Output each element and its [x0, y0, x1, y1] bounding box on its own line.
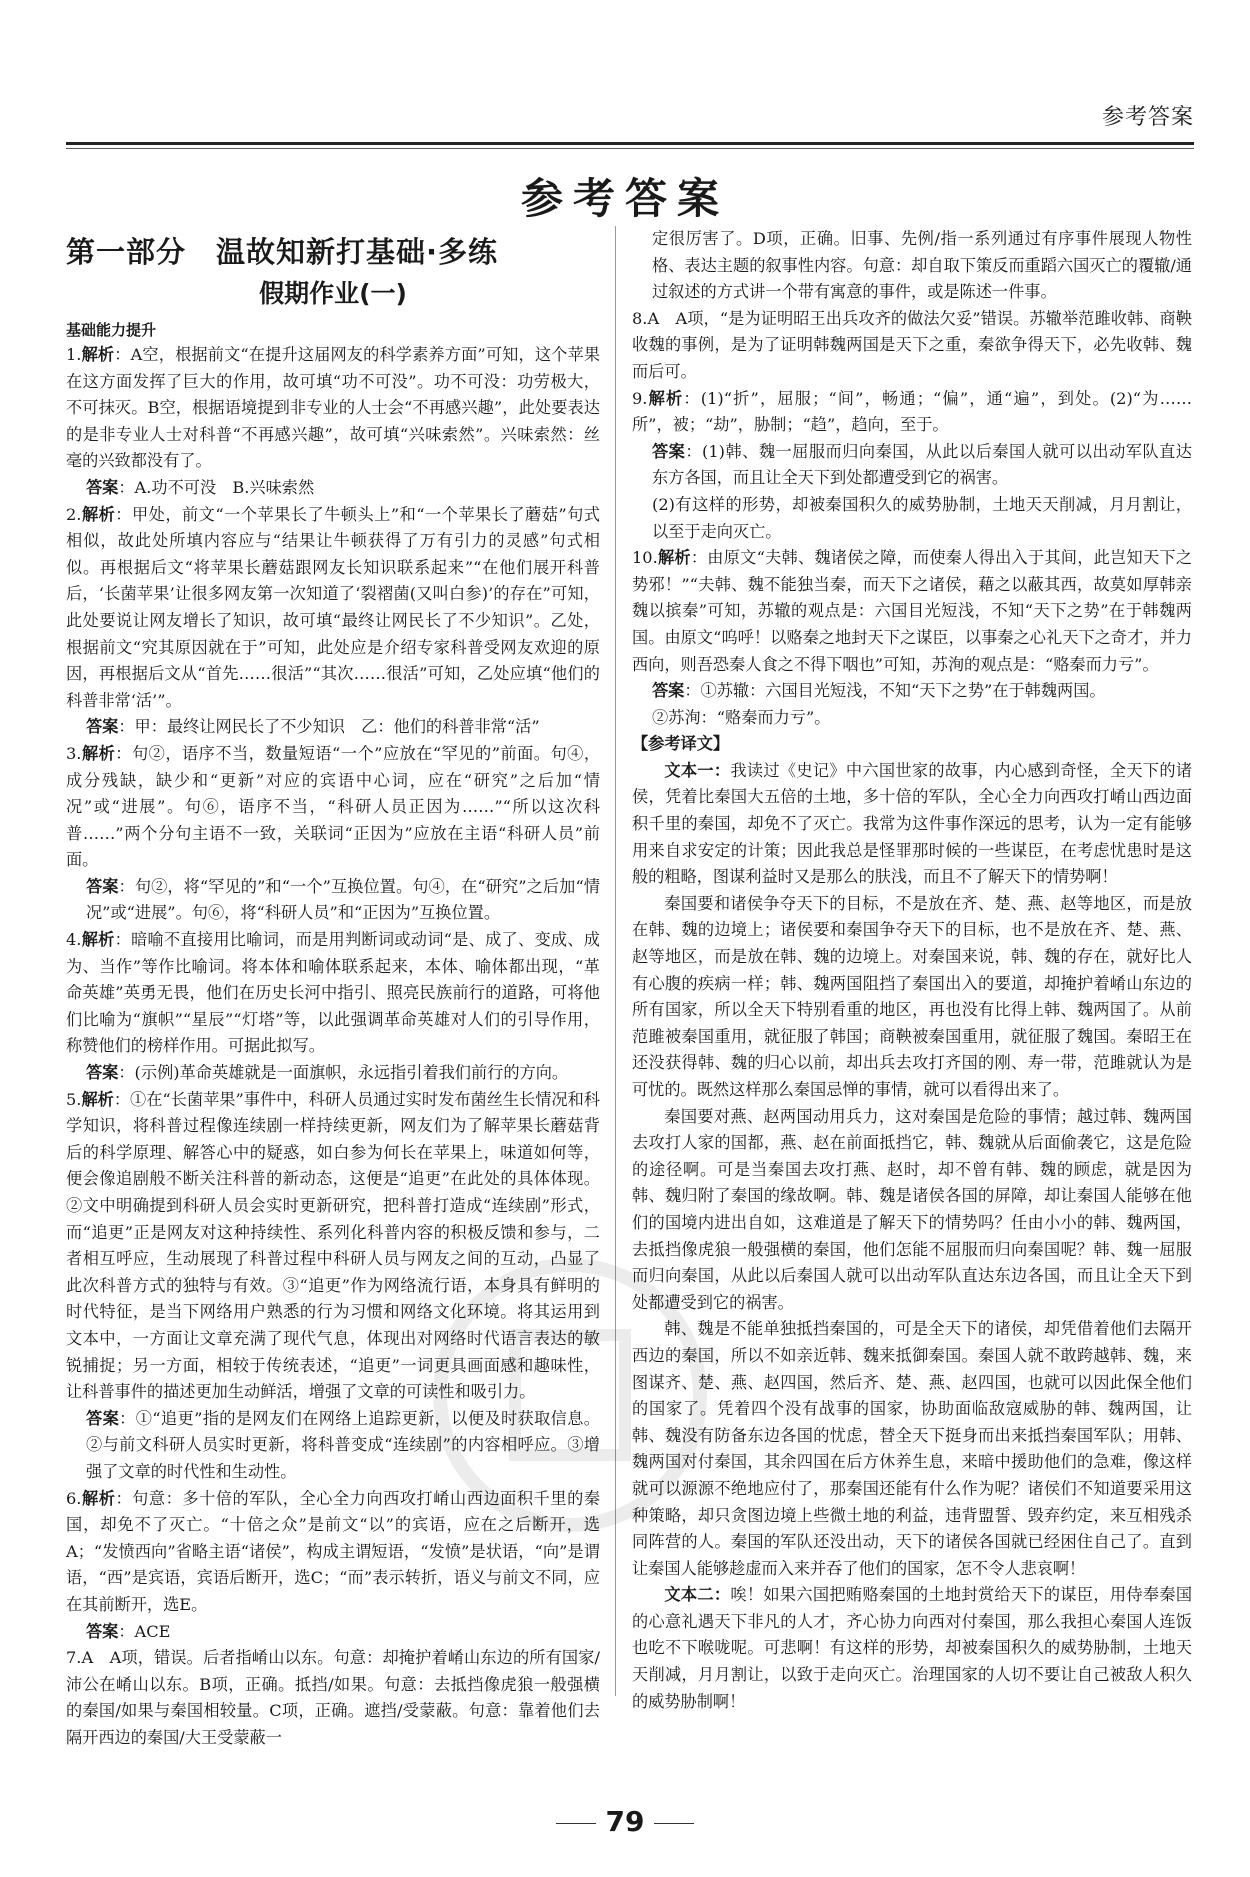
answer-text: ：ACE: [118, 1621, 171, 1641]
analysis-text: ：由原文“夫韩、魏诸侯之障，而使秦人得出入于其间，此岂知天下之势邪！”“夫韩、魏不能独当秦，而天下之诸侯，藉之以蔽其西，故莫如厚韩亲魏以摈秦”可知，苏辙的观点是：六国目光短浅，不知“天下之势”在于韩魏两国。由原文“呜呼！以赂秦之地封天下之谋臣，以事秦之心礼天下之奇才，并力西向，则吾恐秦人食之不得下咽也”可知，苏洵的观点是：“赂秦而力亏”。: [632, 548, 1193, 674]
answer-label: 答案: [86, 1063, 119, 1083]
page-number: [0, 1805, 1250, 1838]
answer-label: 答案: [652, 441, 686, 461]
header-rule-thin: [66, 148, 1194, 149]
page-number-dash-right: [654, 1823, 694, 1824]
question-number: 1.: [66, 345, 82, 364]
question-text: A A项，“是为证明昭王出兵攻齐的做法欠妥”错误。苏辙举范雎收韩、商鞅收魏的事例，是为了证明韩魏两国是天下之重，秦欲争得天下，必先收韩、魏而后可。: [632, 308, 1192, 381]
analysis-label: 解析: [647, 388, 684, 408]
analysis-text: ：甲处，前文“一个苹果长了牛顿头上”和“一个苹果长了蘑菇”句式相似，故此处所填内容应与“结果让牛顿获得了万有引力的灵感”句式相似。再根据后文“将苹果长蘑菇跟网友长知识联系起来”“在他们展开科普后，‘长菌苹果’让很多网友第一次知道了‘裂褶菌(又叫白参)’的存在”可知，此处要说让网友增长了知识，故可填“最终让网民长了不少知识”。乙处，根据前文“究其原因就在于”可知，此处应是介绍专家科普受网友欢迎的原因，再根据后文从“首先……很活”“其次……很活”可知，乙处应填“他们的科普非常‘活’”。: [66, 504, 601, 710]
translation-text2-p1: [632, 1582, 1192, 1715]
question-9-analysis: [632, 386, 1192, 439]
running-head: 参考答案: [1101, 105, 1194, 130]
analysis-text: ：暗喻不直接用比喻词，而是用判断词或动词“是、成了、变成、成为、当作”等作比喻词。将本体和喻体联系起来，本体、喻体都出现，“革命英雄”英勇无畏，他们在历史长河中指引、照亮民族前行的道路，可将他们比喻为“旗帜”“星辰”“灯塔”等，以此强调革命英雄对人们的引导作用，称赞他们的榜样作用。可据此拟写。: [66, 930, 600, 1056]
question-2-answer: [66, 714, 600, 741]
analysis-label: 解析: [81, 743, 116, 763]
question-9-answer: [632, 439, 1192, 492]
question-3-answer: [66, 874, 600, 927]
left-column: [66, 226, 600, 1751]
question-number: 8.: [632, 308, 648, 328]
answer-text: ：A.功不可没 B.兴味索然: [118, 477, 315, 497]
answer-text: ：①“追更”指的是网友们在网络上追踪更新，以便及时获取信息。②与前文科研人员实时更新，将科普变成“连续剧”的内容相呼应。③增强了文章的时代性和生动性。: [86, 1408, 600, 1481]
question-4-analysis: [66, 927, 600, 1060]
question-5-analysis: [66, 1087, 600, 1406]
translation-text1-p3: 秦国要对燕、赵两国动用兵力，这对秦国是危险的事情；越过韩、魏两国去攻打人家的国都，燕、赵在前面抵挡它，韩、魏就从后面偷袭它，这是危险的途径啊。可是当秦国去攻打燕、赵时，却不曾有韩、魏的顾虑，就是因为韩、魏归附了秦国的缘故啊。韩、魏是诸侯各国的屏障，却让秦国人能够在他们的国境内进出自如，这难道是了解天下的情势吗？任由小小的韩、魏两国，去抵挡像虎狼一般强横的秦国，他们怎能不屈服而归向秦国呢？韩、魏一屈服而归向秦国，从此以后秦国人就可以出动军队直达东边各国，而且让全天下到处都遭受到它的祸害。: [632, 1106, 1192, 1312]
question-number: 7.: [66, 1648, 82, 1668]
answer-label: 答案: [652, 681, 685, 701]
translation-text1-p4: 韩、魏是不能单独抵挡秦国的，可是全天下的诸侯，却凭借着他们去隔开西边的秦国，所以不如亲近韩、魏来抵御秦国。秦国人就不敢跨越韩、魏，来图谋齐、楚、燕、赵四国，然后齐、楚、燕、赵四国，也就可以因此保全他们的国家了。凭着四个没有战事的国家，协助面临敌寇威胁的韩、魏两国，让韩、魏没有防备东边各国的忧虑，替全天下挺身而出来抵挡秦国军队；用韩、魏两国对付秦国，其余四国在后方休养生息，来暗中援助他们的急难，像这样就可以源源不绝地应付了，那秦国还能有什么作为呢？诸侯们不知道要采用这种策略，却只贪图边境上些微土地的利益，违背盟誓、毁弃约定，来互相残杀同阵营的人。秦国的军队还没出动，天下的诸侯各国就已经困住自己了。直到让秦国人能够趁虚而入来并吞了他们的国家，怎不令人悲哀啊！: [632, 1319, 1192, 1578]
translation-text: 我读过《史记》中六国世家的故事，内心感到奇怪，全天下的诸侯，凭着比秦国大五倍的土地，多十倍的军队，全心全力向西攻打崤山西边面积千里的秦国，却免不了灭亡。我常为这件事作深远的思考，认为一定有能够用来自求安定的计策；因此我总是怪罪那时候的一些谋臣，在考虑忧患时是这般的粗略，图谋利益时又是那么的肤浅，而且不了解天下的情势啊！: [632, 760, 1193, 887]
answer-label: 答案: [86, 717, 119, 737]
answer-text: ：①苏辙：六国目光短浅，不知“天下之势”在于韩魏两国。: [684, 681, 1106, 701]
question-10-analysis: [632, 545, 1192, 678]
question-8: [632, 306, 1192, 386]
answer-text: ：句②，将“罕见的”和“一个”互换位置。句④，在“研究”之后加“情况”或“进展”。句⑥，将“科研人员”和“正因为”互换位置。: [86, 876, 600, 923]
text-label: 文本一：: [664, 760, 731, 780]
analysis-text: ：(1)“折”，屈服；“间”，畅通；“偏”，通“遍”，到处。(2)“为……所”，被；“劫”，胁制；“趋”，趋向，至于。: [632, 388, 1193, 435]
answer-text: ：甲：最终让网民长了不少知识 乙：他们的科普非常“活”: [118, 717, 540, 737]
question-1-analysis: [66, 342, 600, 475]
analysis-label: 解析: [81, 504, 116, 524]
analysis-label: 解析: [657, 548, 691, 568]
answer-text: ：(示例)革命英雄就是一面旗帜，永远指引着我们前行的方向。: [118, 1063, 569, 1083]
question-text: A A项，错误。后者指崤山以东。句意：却掩护着崤山东边的所有国家/沛公在崤山以东。B项，正确。抵挡/如果。句意：去抵挡像虎狼一般强横的秦国/如果与秦国相较量。C项，正确。遮挡/受蒙蔽。句意：靠着他们去隔开西边的秦国/大王受蒙蔽一: [66, 1648, 600, 1747]
question-number: 5.: [66, 1089, 82, 1109]
analysis-label: 解析: [81, 930, 115, 950]
question-1-answer: [66, 475, 600, 502]
question-5-answer: [66, 1406, 600, 1486]
translation-label: 【参考译文】: [632, 734, 730, 754]
page-number-dash-left: [556, 1823, 596, 1824]
question-2-analysis: [66, 502, 600, 715]
analysis-label: 解析: [81, 345, 115, 364]
question-10-answer-2: ②苏洵：“赂秦而力亏”。: [652, 707, 831, 727]
column-divider: [615, 226, 616, 1696]
question-6-answer: [66, 1619, 600, 1646]
answer-label: 答案: [86, 876, 119, 896]
question-3-analysis: [66, 741, 600, 874]
homework-title: 假期作业(一): [259, 279, 407, 308]
analysis-text: ：句②，语序不当，数量短语“一个”应放在“罕见的”前面。句④，成分残缺，缺少和“更新”对应的宾语中心词，应在“研究”之后加“情况”或“进展”。句⑥，语序不当，“科研人员正因为……”“所以这次科普……”两个分句主语不一致，关联词“正因为”应放在主语“科研人员”前面。: [66, 743, 601, 870]
question-7: [66, 1645, 600, 1751]
question-number: 4.: [66, 930, 82, 950]
part-title: 第一部分 温故知新打基础·多练: [66, 235, 499, 269]
analysis-text: ：A空，根据前文“在提升这届网友的科学素养方面”可知，这个苹果在这方面发挥了巨大的作用，故可填“功不可没”。功不可没：功劳极大，不可抹灭。B空，根据语境提到非专业的人士会“不再感兴趣”，此处要表达的是非专业人士对科普“不再感兴趣”，故可填“兴味索然”。兴味索然：丝毫的兴致都没有了。: [66, 345, 601, 471]
section-label-basic: 基础能力提升: [66, 321, 157, 339]
right-column: [632, 226, 1192, 1715]
analysis-text: ：句意：多十倍的军队，全心全力向西攻打崤山西边面积千里的秦国，却免不了灭亡。“十倍之众”是前文“以”的宾语，应在之后断开，选A；“发愤西向”省略主语“诸侯”，构成主谓短语，“发愤”是状语，“向”是谓语，“西”是宾语，宾语后断开，选C；“而”表示转折，语义与前文不同，应在其前断开，选E。: [66, 1488, 601, 1614]
answer-label: 答案: [86, 1621, 119, 1641]
question-number: 10.: [632, 548, 658, 568]
question-10-answer: [632, 678, 1192, 705]
question-number: 2.: [66, 504, 82, 524]
question-4-answer: [66, 1060, 600, 1087]
question-9-answer-2: (2)有这样的形势，却被秦国积久的威势胁制，土地天天削减，月月割让，以至于走向灭亡。: [652, 494, 1192, 541]
header-rule: [66, 142, 1194, 145]
question-7-continued: 定很厉害了。D项，正确。旧事、先例/指一系列通过有序事件展现人物性格、表达主题的叙事性内容。句意：却自取下策反而重蹈六国灭亡的覆辙/通过叙述的方式讲一个带有寓意的事件，或是陈述一件事。: [652, 229, 1192, 302]
question-number: 9.: [632, 388, 648, 408]
analysis-text: ：①在“长菌苹果”事件中，科研人员通过实时发布菌丝生长情况和科学知识，将科普过程像连续剧一样持续更新，网友们为了解苹果长蘑菇背后的科学原理、解答心中的疑惑，如白参为何长在苹果上，味道如何等，便会像追剧般不断关注科普的新动态，这便是“追更”在此处的具体体现。②文中明确提到科研人员会实时更新研究，把科普打造成“连续剧”形式，而“追更”正是网友对这种持续性、系列化科普内容的积极反馈和参与，二者相互呼应，生动展现了科普过程中科研人员与网友之间的互动，凸显了此次科普方式的独特与有效。③“追更”作为网络流行语，本身具有鲜明的时代特征，是当下网络用户熟悉的行为习惯和网络文化环境。将其运用到文本中，一方面让文章充满了现代气息，体现出对网络时代语言表达的敏锐捕捉；另一方面，相较于传统表述，“追更”一词更具画面感和趣味性，让科普事件的描述更加生动鲜活，增强了文章的可读性和吸引力。: [66, 1089, 600, 1402]
answer-label: 答案: [86, 477, 119, 497]
question-number: 3.: [66, 743, 82, 763]
question-6-analysis: [66, 1486, 600, 1619]
answer-text: ：(1)韩、魏一屈服而归向秦国，从此以后秦国人就可以出动军队直达东方各国，而且让全天下到处都遭受到它的祸害。: [652, 441, 1192, 488]
analysis-label: 解析: [81, 1089, 114, 1109]
translation-text: 唉！如果六国把贿赂秦国的土地封赏给天下的谋臣，用侍奉秦国的心意礼遇天下非凡的人才，齐心协力向西对付秦国，那么我担心秦国人连饭也吃不下喉咙呢。可悲啊！有这样的形势，却被秦国积久的威势胁制，土地天天削减，月月割让，以致于走向灭亡。治理国家的人切不要让自己被敌人积久的威势胁制啊！: [632, 1585, 1193, 1711]
text-label: 文本二：: [664, 1585, 731, 1605]
page-number-value: 79: [605, 1805, 645, 1838]
answer-label: 答案: [86, 1408, 120, 1428]
analysis-label: 解析: [81, 1488, 116, 1508]
question-number: 6.: [66, 1488, 82, 1508]
translation-text1-p2: 秦国要和诸侯争夺天下的目标，不是放在齐、楚、燕、赵等地区，而是放在韩、魏的边境上；诸侯要和秦国争夺天下的目标，也不是放在齐、楚、燕、赵等地区，而是放在韩、魏的边境上。对秦国来说，韩、魏的存在，就好比人有心腹的疾病一样；韩、魏两国阻挡了秦国出入的要道，却掩护着崤山东边的所有国家，所以全天下特别看重的地区，再也没有比得上韩、魏两国了。从前范雎被秦国重用，就征服了韩国；商鞅被秦国重用，就征服了魏国。秦昭王在还没获得韩、魏的归心以前，却出兵去攻打齐国的刚、寿一带，范雎就认为是可忧的。既然这样那么秦国忌惮的事情，就可以看得出来了。: [632, 893, 1192, 1099]
page-title: 参考答案: [520, 174, 729, 223]
translation-text1-p1: [632, 758, 1192, 891]
